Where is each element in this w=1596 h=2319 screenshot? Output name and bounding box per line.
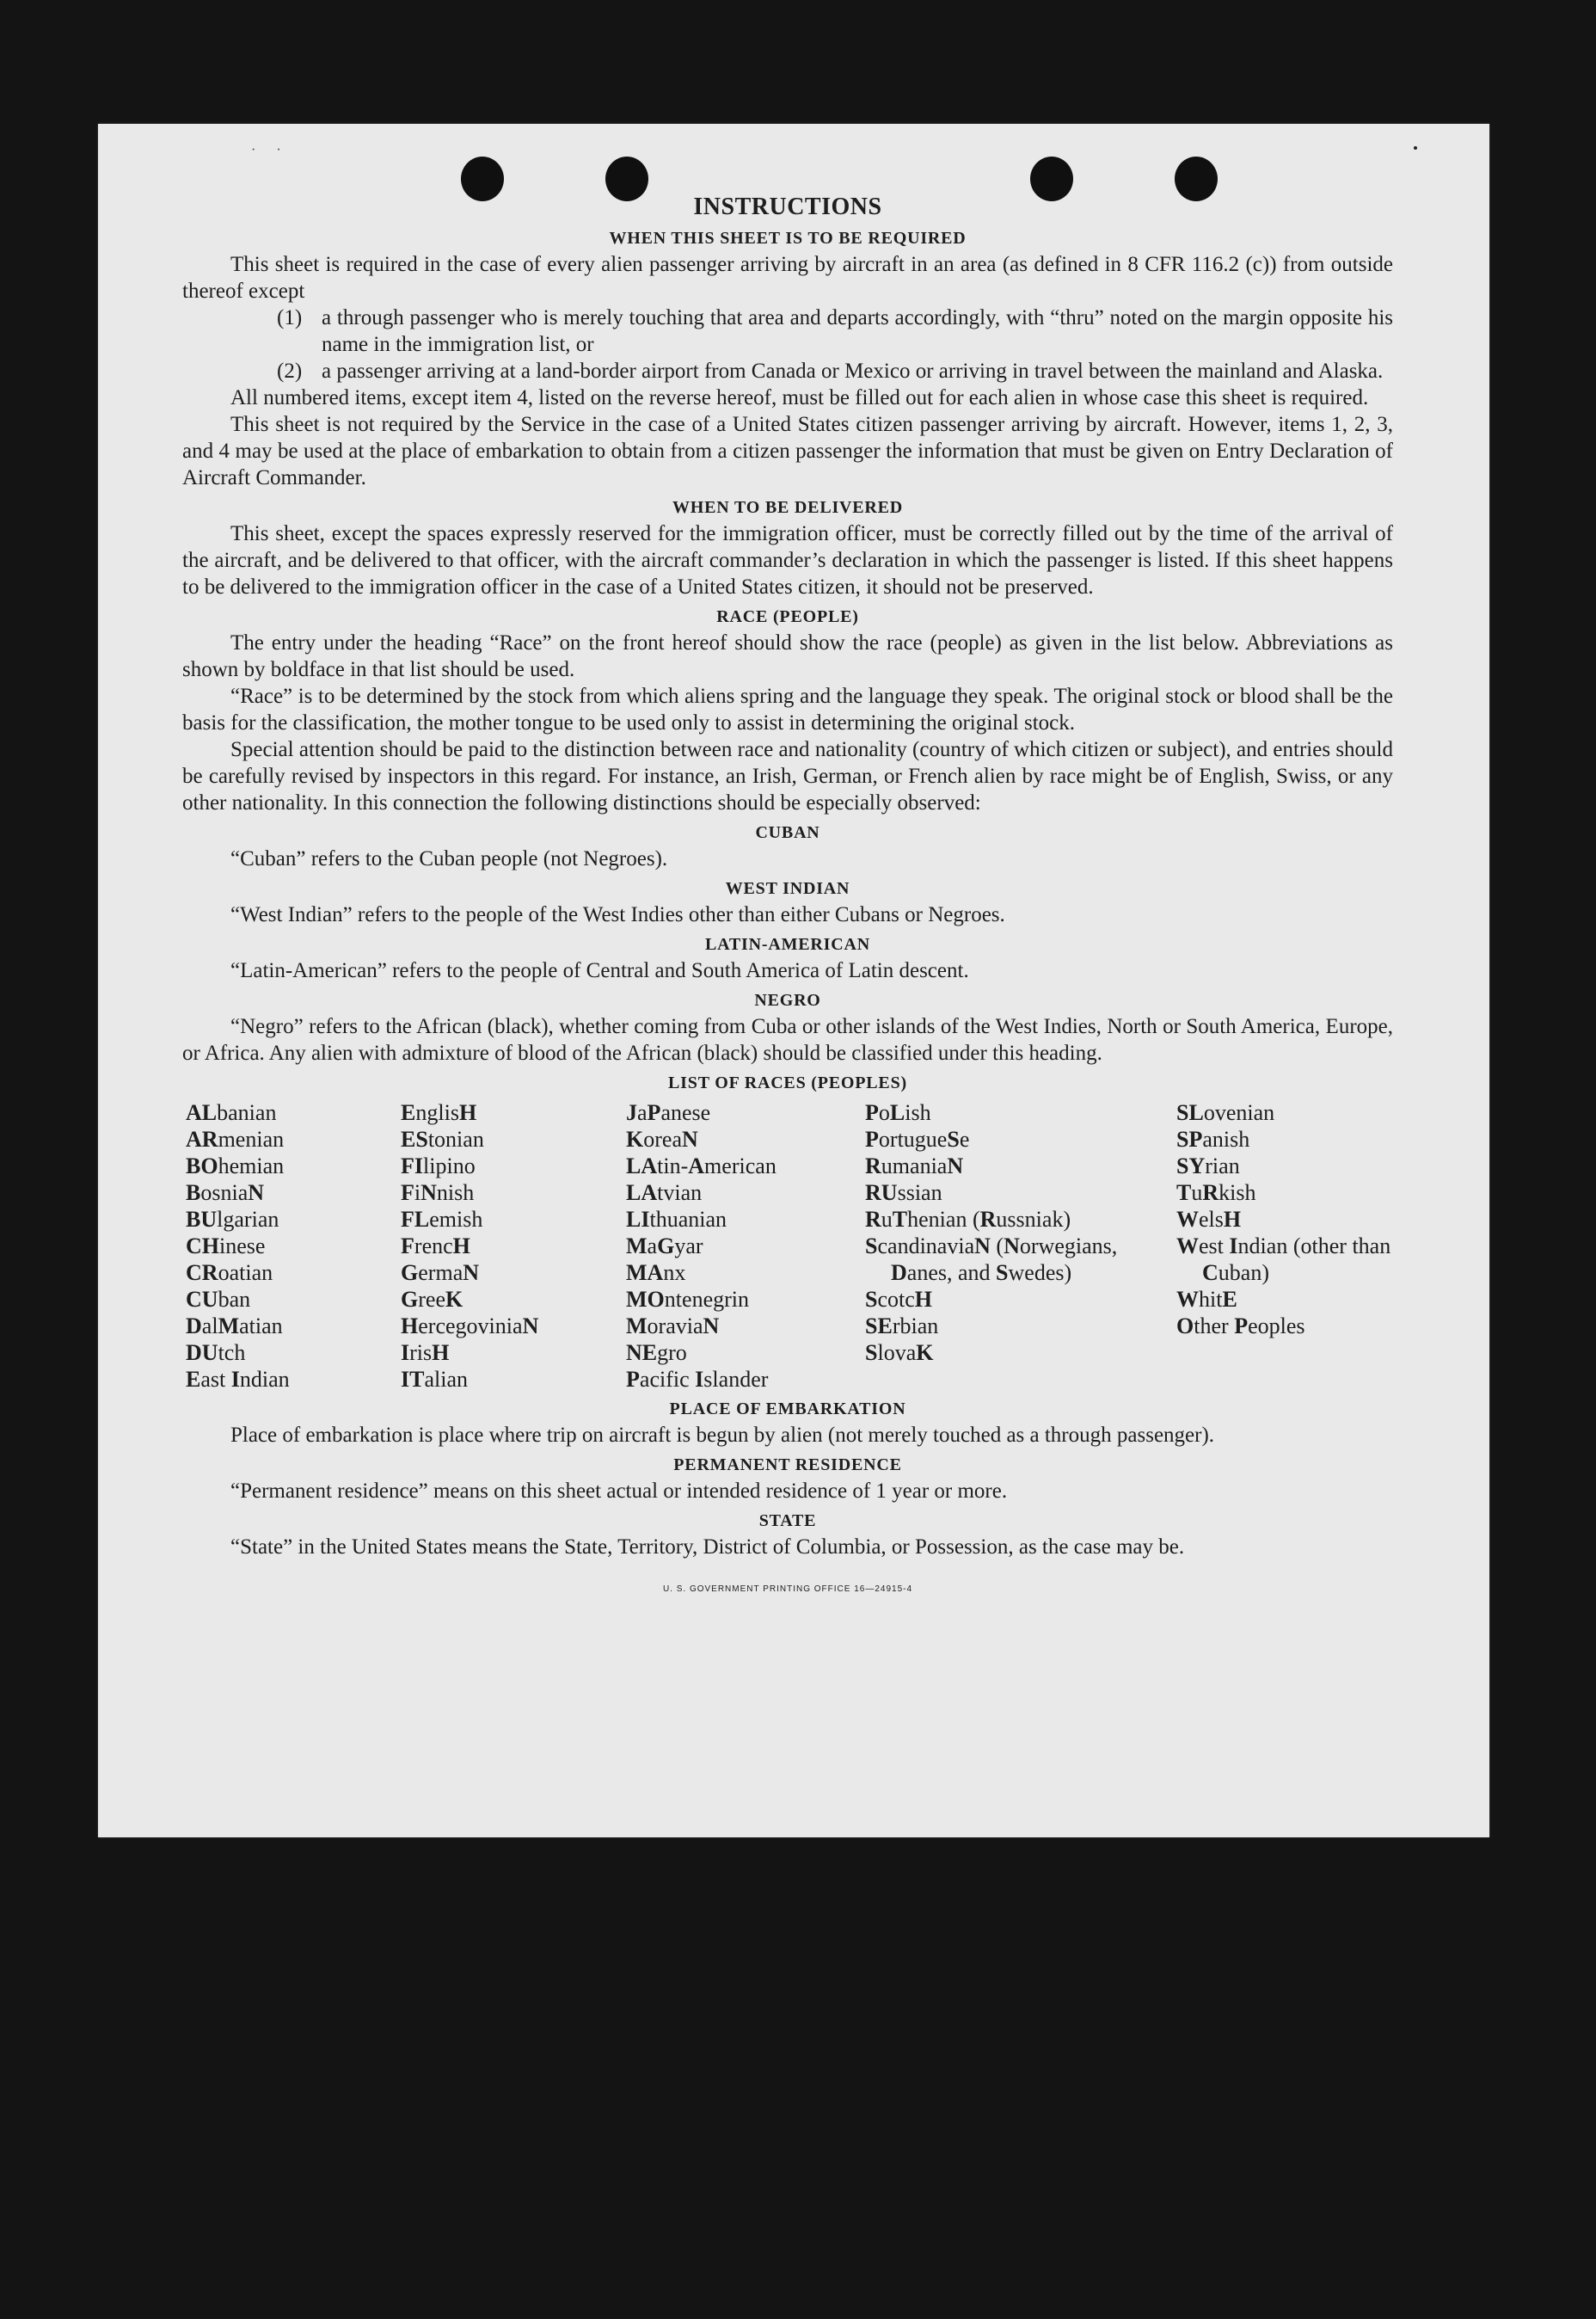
races-column [186,1099,401,1393]
race-entry: RumaniaN [865,1153,964,1178]
cuban-paragraph: “Cuban” refers to the Cuban people (not Negroes). [230,847,668,870]
race-entry: ITalian [401,1367,469,1392]
race-entry: HercegoviniaN [401,1313,539,1338]
page-title: INSTRUCTIONS [693,194,882,220]
exception-text: a passenger arriving at a land-border airport from Canada or Mexico or arriving in travel between the mainland and Alaska. [322,360,1384,383]
race-entry: SPanish [1176,1127,1250,1152]
residence-paragraph: “Permanent residence” means on this sheet actual or intended residence of 1 year or more. [230,1479,1008,1503]
race-entry: FrencH [401,1233,470,1258]
exception-item-2 [277,358,1393,384]
heading-state: STATE [758,1511,817,1530]
race-entry: PortugueSe [865,1127,970,1152]
numbered-items-paragraph: All numbered items, except item 4, listed on the reverse hereof, must be filled out for each alien in whose case this sheet is required. [230,386,1369,409]
race-entry: MOntenegrin [626,1287,750,1312]
heading-when-delivered: WHEN TO BE DELIVERED [672,498,904,517]
race-entry: WelsH [1176,1207,1242,1232]
races-column [1176,1099,1396,1393]
race-entry: TuRkish [1176,1180,1256,1205]
exception-number: (2) [277,360,303,383]
race-entry: WhitE [1176,1287,1237,1312]
heading-cuban: CUBAN [755,823,820,842]
latin-american-paragraph: “Latin-American” refers to the people of Central and South America of Latin descent. [230,959,969,982]
race-entry: EnglisH [401,1100,477,1125]
race-entry: East Indian [186,1367,290,1392]
scan-speck [1414,146,1417,150]
document-sheet [98,124,1489,1837]
race-entry: IrisH [401,1340,450,1365]
printing-office-imprint: U. S. GOVERNMENT PRINTING OFFICE 16—24915-4 [662,1584,913,1594]
scan-specks: · · [251,143,290,157]
race-entry: Pacific Islander [626,1367,769,1392]
races-column [865,1099,1176,1393]
exception-item-1 [277,304,1393,358]
race-entry: BUlgarian [186,1207,279,1232]
race-entry: SlovaK [865,1340,934,1365]
race-entry: GermaN [401,1260,480,1285]
state-paragraph: “State” in the United States means the State, Territory, District of Columbia, or Possession, as the case may be. [230,1535,1185,1559]
exception-text: a through passenger who is merely touching that area and departs accordingly, with “thru” noted on the margin opposite his name in the immigration list, or [322,306,1393,356]
west-indian-paragraph: “West Indian” refers to the people of the West Indies other than either Cubans or Negroes. [230,903,1005,926]
when-delivered-paragraph: This sheet, except the spaces expressly reserved for the immigration officer, must be correctly filled out by the time of the arrival of the aircraft, and be delivered to that officer, with the aircraft commander’s declaration in which the passenger is listed. If this sheet happens to be delivered to the immigration officer in the case of a United States citizen, it should not be preserved. [182,522,1393,599]
race-paragraph-2: “Race” is to be determined by the stock from which aliens spring and the language they speak. The original stock or blood shall be the basis for the classification, the mother tongue to be used only to assist in determining the original stock. [182,685,1393,735]
race-entry: GreeK [401,1287,463,1312]
race-paragraph-3: Special attention should be paid to the distinction between race and nationality (country of which citizen or subject), and entries should be carefully revised by inspectors in this regard. For instance, an Irish, German, or French alien by race might be of English, Swiss, or any other nationality. In this connection the following distinctions should be especially observed: [182,738,1393,815]
race-entry: CRoatian [186,1260,273,1285]
races-column [401,1099,626,1393]
race-entry: FiNnish [401,1180,475,1205]
race-entry: West Indian (other than Cuban) [1176,1233,1391,1285]
race-entry: ScotcH [865,1287,933,1312]
embarkation-paragraph: Place of embarkation is place where trip on aircraft is begun by alien (not merely touched as a through passenger). [230,1424,1215,1447]
race-entry: PoLish [865,1100,931,1125]
race-entry: LAtvian [626,1180,703,1205]
race-entry: DalMatian [186,1313,283,1338]
heading-race: RACE (PEOPLE) [716,607,859,626]
race-entry: SLovenian [1176,1100,1275,1125]
race-entry: LAtin-American [626,1153,777,1178]
race-entry: LIthuanian [626,1207,727,1232]
race-entry: CUban [186,1287,251,1312]
race-paragraph-1: The entry under the heading “Race” on the front hereof should show the race (people) as given in the list below. Abbreviations as shown by boldface in that list should be used. [182,631,1393,681]
race-entry: FIlipino [401,1153,476,1178]
race-entry: EStonian [401,1127,484,1152]
race-entry: MaGyar [626,1233,703,1258]
races-column [626,1099,865,1393]
race-entry: JaPanese [626,1100,711,1125]
race-entry: RUssian [865,1180,942,1205]
race-entry: BOhemian [186,1153,285,1178]
race-entry: SErbian [865,1313,939,1338]
heading-embarkation: PLACE OF EMBARKATION [669,1399,906,1418]
heading-list-of-races: LIST OF RACES (PEOPLES) [668,1073,907,1092]
race-entry: RuThenian (Russniak) [865,1207,1071,1232]
race-entry: NEgro [626,1340,687,1365]
heading-negro: NEGRO [754,991,821,1010]
races-list [186,1099,1393,1393]
race-entry: ScandinaviaN (Norwegians, Danes, and Swedes) [865,1233,1118,1285]
race-entry: BosniaN [186,1180,265,1205]
race-entry: FLemish [401,1207,483,1232]
race-entry: ARmenian [186,1127,285,1152]
race-entry: SYrian [1176,1153,1240,1178]
race-entry: DUtch [186,1340,246,1365]
race-entry: MoraviaN [626,1313,720,1338]
race-entry: CHinese [186,1233,266,1258]
exception-number: (1) [277,306,303,329]
heading-west-indian: WEST INDIAN [725,879,850,898]
heading-residence: PERMANENT RESIDENCE [673,1455,902,1474]
heading-latin-american: LATIN-AMERICAN [705,935,870,954]
citizen-paragraph: This sheet is not required by the Service in the case of a United States citizen passenger arriving by aircraft. However, items 1, 2, 3, and 4 may be used at the place of embarkation to obtain from a citizen passenger the information that must be given on Entry Declaration of Aircraft Commander. [182,413,1393,489]
race-entry: MAnx [626,1260,686,1285]
race-entry: KoreaN [626,1127,698,1152]
when-required-intro: This sheet is required in the case of every alien passenger arriving by aircraft in an area (as defined in 8 CFR 116.2 (c)) from outside thereof except [182,253,1393,303]
negro-paragraph: “Negro” refers to the African (black), whether coming from Cuba or other islands of the West Indies, North or South America, Europe, or Africa. Any alien with admixture of blood of the African (black) should be classified under this heading. [182,1015,1393,1065]
race-entry: Other Peoples [1176,1313,1305,1338]
race-entry: ALbanian [186,1100,277,1125]
heading-when-required: WHEN THIS SHEET IS TO BE REQUIRED [609,229,967,248]
instructions-body [182,193,1393,1602]
